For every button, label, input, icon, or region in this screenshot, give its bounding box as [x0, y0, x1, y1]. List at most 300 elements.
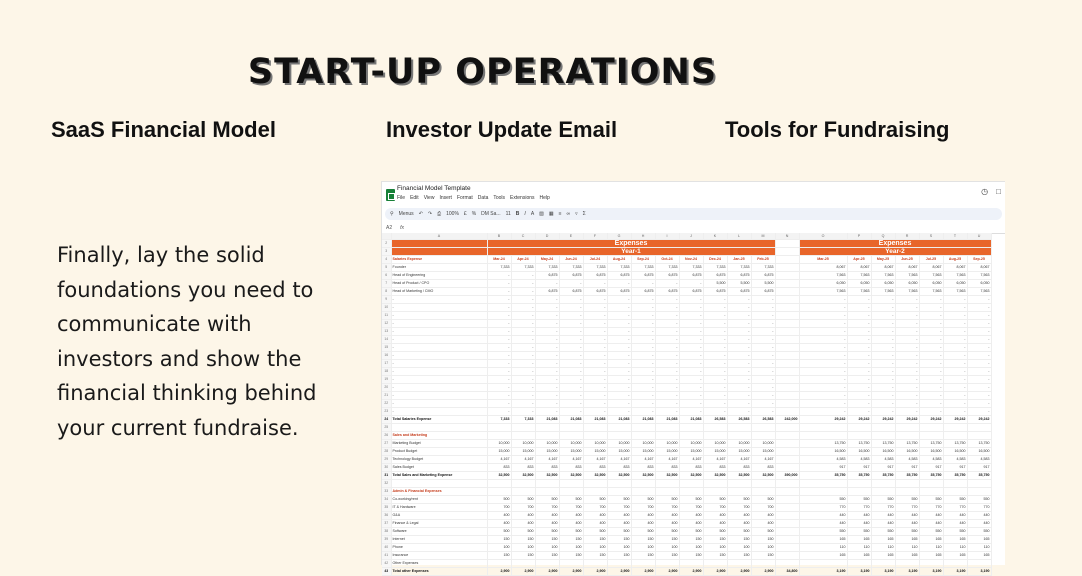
- cell[interactable]: 550: [847, 496, 871, 504]
- cell[interactable]: -: [919, 336, 943, 344]
- cell[interactable]: 7,563: [871, 288, 895, 296]
- cell[interactable]: -: [487, 376, 511, 384]
- cell[interactable]: [679, 432, 703, 440]
- table-row[interactable]: [382, 368, 991, 376]
- cell[interactable]: Jan-25: [727, 256, 751, 264]
- cell[interactable]: -: [631, 368, 655, 376]
- cell[interactable]: 16,500: [871, 448, 895, 456]
- cell[interactable]: 165: [919, 536, 943, 544]
- cell[interactable]: 150: [583, 536, 607, 544]
- column-header[interactable]: U: [967, 233, 991, 240]
- cell[interactable]: 500: [583, 496, 607, 504]
- cell[interactable]: 10,000: [559, 440, 583, 448]
- cell[interactable]: 2,900: [607, 568, 631, 576]
- cell[interactable]: -: [799, 344, 847, 352]
- cell[interactable]: [655, 488, 679, 496]
- cell[interactable]: Jun-25: [895, 256, 919, 264]
- table-row[interactable]: [382, 424, 991, 432]
- cell[interactable]: 150: [535, 552, 559, 560]
- cell[interactable]: -: [583, 392, 607, 400]
- filter-icon[interactable]: ▿: [575, 211, 578, 217]
- cell[interactable]: -: [967, 328, 991, 336]
- cell[interactable]: -: [631, 296, 655, 304]
- cell[interactable]: [775, 248, 799, 256]
- cell[interactable]: -: [511, 312, 535, 320]
- cell[interactable]: -: [511, 320, 535, 328]
- row-number[interactable]: 25: [382, 424, 391, 432]
- row-label[interactable]: Insurance: [391, 552, 487, 560]
- row-number[interactable]: 10: [382, 304, 391, 312]
- cell[interactable]: -: [727, 320, 751, 328]
- cell[interactable]: 150: [751, 536, 775, 544]
- column-header[interactable]: R: [895, 233, 919, 240]
- cell[interactable]: 15,000: [631, 448, 655, 456]
- cell[interactable]: [967, 432, 991, 440]
- cell[interactable]: 917: [919, 464, 943, 472]
- cell[interactable]: -: [943, 408, 967, 416]
- cell[interactable]: -: [799, 296, 847, 304]
- cell[interactable]: 3,190: [871, 568, 895, 576]
- cell[interactable]: -: [559, 376, 583, 384]
- cell[interactable]: 7,563: [919, 288, 943, 296]
- cell[interactable]: [871, 424, 895, 432]
- cell[interactable]: -: [631, 408, 655, 416]
- row-label[interactable]: -: [391, 352, 487, 360]
- column-header[interactable]: I: [655, 233, 679, 240]
- text-color-icon[interactable]: A: [530, 211, 535, 217]
- cell[interactable]: -: [631, 392, 655, 400]
- align-icon[interactable]: ≡: [558, 211, 562, 217]
- cell[interactable]: -: [583, 320, 607, 328]
- cell[interactable]: 5,500: [751, 280, 775, 288]
- cell[interactable]: 21,083: [679, 416, 703, 424]
- row-number[interactable]: 11: [382, 312, 391, 320]
- cell[interactable]: -: [535, 360, 559, 368]
- cell[interactable]: 400: [703, 512, 727, 520]
- cell[interactable]: Aug-25: [943, 256, 967, 264]
- column-header[interactable]: L: [727, 233, 751, 240]
- cell[interactable]: -: [919, 408, 943, 416]
- sum-icon[interactable]: Σ: [582, 211, 586, 217]
- cell[interactable]: -: [703, 312, 727, 320]
- cell[interactable]: 400: [679, 512, 703, 520]
- cell[interactable]: -: [895, 336, 919, 344]
- cell[interactable]: 700: [511, 504, 535, 512]
- cell[interactable]: 833: [559, 464, 583, 472]
- cell[interactable]: 10,000: [703, 440, 727, 448]
- cell[interactable]: -: [799, 376, 847, 384]
- cell[interactable]: 8,067: [895, 264, 919, 272]
- row-label[interactable]: Other Expenses: [391, 560, 487, 568]
- cell[interactable]: [583, 560, 607, 568]
- cell[interactable]: 165: [847, 552, 871, 560]
- cell[interactable]: -: [751, 360, 775, 368]
- cell[interactable]: 7,563: [919, 272, 943, 280]
- cell[interactable]: [775, 488, 799, 496]
- cell[interactable]: -: [751, 304, 775, 312]
- cell[interactable]: -: [487, 344, 511, 352]
- cell[interactable]: 500: [511, 528, 535, 536]
- cell[interactable]: [895, 424, 919, 432]
- cell[interactable]: 440: [799, 512, 847, 520]
- cell[interactable]: 150: [703, 552, 727, 560]
- cell[interactable]: 150: [655, 536, 679, 544]
- cell[interactable]: -: [895, 344, 919, 352]
- cell[interactable]: 833: [751, 464, 775, 472]
- cell[interactable]: 110: [919, 544, 943, 552]
- cell[interactable]: -: [799, 328, 847, 336]
- row-number[interactable]: 21: [382, 392, 391, 400]
- cell[interactable]: -: [583, 344, 607, 352]
- column-header[interactable]: T: [943, 233, 967, 240]
- cell[interactable]: -: [847, 344, 871, 352]
- cell[interactable]: 7,563: [967, 288, 991, 296]
- cell[interactable]: -: [799, 368, 847, 376]
- column-header[interactable]: K: [703, 233, 727, 240]
- cell[interactable]: -: [607, 336, 631, 344]
- cell[interactable]: -: [487, 296, 511, 304]
- cell[interactable]: [607, 560, 631, 568]
- column-header[interactable]: F: [583, 233, 607, 240]
- cell[interactable]: [631, 560, 655, 568]
- cell[interactable]: 10,000: [583, 440, 607, 448]
- cell[interactable]: -: [655, 376, 679, 384]
- cell[interactable]: 833: [511, 464, 535, 472]
- cell[interactable]: -: [535, 392, 559, 400]
- cell[interactable]: [535, 480, 559, 488]
- cell[interactable]: -: [631, 384, 655, 392]
- cell[interactable]: 440: [943, 512, 967, 520]
- table-row[interactable]: [382, 536, 991, 544]
- cell[interactable]: -: [511, 304, 535, 312]
- cell[interactable]: -: [631, 304, 655, 312]
- cell[interactable]: 7,333: [679, 264, 703, 272]
- cell[interactable]: -: [487, 368, 511, 376]
- cell[interactable]: -: [967, 408, 991, 416]
- row-label[interactable]: Admin & Financial Expenses: [391, 488, 487, 496]
- cell[interactable]: -: [559, 336, 583, 344]
- column-header[interactable]: E: [559, 233, 583, 240]
- column-header[interactable]: C: [511, 233, 535, 240]
- cell[interactable]: 6,875: [727, 272, 751, 280]
- cell[interactable]: [919, 424, 943, 432]
- cell[interactable]: -: [559, 296, 583, 304]
- cell[interactable]: -: [871, 376, 895, 384]
- cell[interactable]: 6,875: [679, 288, 703, 296]
- font-size-input[interactable]: 11: [505, 211, 511, 217]
- cell[interactable]: -: [895, 352, 919, 360]
- table-row[interactable]: [382, 512, 991, 520]
- cell[interactable]: 35,750: [895, 472, 919, 480]
- cell[interactable]: 6,875: [727, 288, 751, 296]
- cell[interactable]: 700: [535, 504, 559, 512]
- cell[interactable]: 13,750: [871, 440, 895, 448]
- cell[interactable]: -: [511, 392, 535, 400]
- cell[interactable]: [559, 480, 583, 488]
- cell[interactable]: 6,875: [655, 272, 679, 280]
- cell[interactable]: 440: [799, 520, 847, 528]
- cell[interactable]: -: [559, 328, 583, 336]
- cell[interactable]: -: [607, 320, 631, 328]
- cell[interactable]: 6,875: [679, 272, 703, 280]
- cell[interactable]: [847, 424, 871, 432]
- cell[interactable]: [487, 424, 511, 432]
- cell[interactable]: -: [631, 336, 655, 344]
- cell[interactable]: 500: [655, 528, 679, 536]
- cell[interactable]: 15,000: [607, 448, 631, 456]
- cell[interactable]: 10,000: [487, 440, 511, 448]
- row-number[interactable]: 20: [382, 384, 391, 392]
- year1-header[interactable]: Year-1: [487, 248, 775, 256]
- cell[interactable]: -: [943, 392, 967, 400]
- cell[interactable]: [799, 424, 847, 432]
- cell[interactable]: 15,000: [583, 448, 607, 456]
- cell[interactable]: -: [847, 408, 871, 416]
- cell[interactable]: 500: [511, 496, 535, 504]
- column-header[interactable]: O: [799, 233, 847, 240]
- cell[interactable]: 7,333: [535, 264, 559, 272]
- cell[interactable]: -: [607, 376, 631, 384]
- cell[interactable]: 2,900: [679, 568, 703, 576]
- cell[interactable]: 150: [559, 552, 583, 560]
- row-label[interactable]: Head of Marketing / CMO: [391, 288, 487, 296]
- cell[interactable]: -: [751, 344, 775, 352]
- total-cell[interactable]: [775, 536, 799, 544]
- cell[interactable]: 21,083: [655, 416, 679, 424]
- cell[interactable]: 700: [559, 504, 583, 512]
- cell[interactable]: 7,563: [967, 272, 991, 280]
- cell[interactable]: [727, 560, 751, 568]
- cell[interactable]: 10,000: [727, 440, 751, 448]
- row-label[interactable]: -: [391, 296, 487, 304]
- cell[interactable]: [895, 488, 919, 496]
- cell[interactable]: -: [535, 352, 559, 360]
- cell[interactable]: 8,067: [847, 264, 871, 272]
- cell[interactable]: 100: [535, 544, 559, 552]
- row-label[interactable]: Sales Budget: [391, 464, 487, 472]
- cell[interactable]: -: [751, 336, 775, 344]
- cell[interactable]: 400: [583, 520, 607, 528]
- cell[interactable]: 21,083: [559, 416, 583, 424]
- cell[interactable]: 550: [967, 496, 991, 504]
- cell[interactable]: 400: [631, 512, 655, 520]
- cell[interactable]: 2,900: [487, 568, 511, 576]
- cell[interactable]: -: [847, 400, 871, 408]
- table-row[interactable]: [382, 256, 991, 264]
- row-label[interactable]: -: [391, 400, 487, 408]
- cell[interactable]: [895, 480, 919, 488]
- cell[interactable]: -: [703, 360, 727, 368]
- table-row[interactable]: [382, 360, 991, 368]
- total-cell[interactable]: [775, 520, 799, 528]
- cell[interactable]: 7,563: [943, 272, 967, 280]
- table-row[interactable]: [382, 560, 991, 568]
- menu-tools[interactable]: Tools: [493, 195, 506, 201]
- cell[interactable]: [535, 488, 559, 496]
- cell[interactable]: [847, 488, 871, 496]
- cell[interactable]: [631, 480, 655, 488]
- cell[interactable]: -: [799, 320, 847, 328]
- cell[interactable]: -: [967, 296, 991, 304]
- row-number[interactable]: 36: [382, 512, 391, 520]
- cell[interactable]: 6,050: [919, 280, 943, 288]
- cell[interactable]: -: [535, 368, 559, 376]
- cell[interactable]: [895, 432, 919, 440]
- cell[interactable]: 10,000: [511, 440, 535, 448]
- cell[interactable]: -: [607, 344, 631, 352]
- table-row[interactable]: [382, 488, 991, 496]
- cell[interactable]: 16,500: [895, 448, 919, 456]
- cell[interactable]: 100: [559, 544, 583, 552]
- cell[interactable]: -: [967, 376, 991, 384]
- cell[interactable]: -: [943, 352, 967, 360]
- cell[interactable]: [775, 368, 799, 376]
- cell[interactable]: -: [967, 392, 991, 400]
- cell[interactable]: 550: [895, 528, 919, 536]
- row-label[interactable]: -: [391, 304, 487, 312]
- cell[interactable]: [775, 320, 799, 328]
- row-label[interactable]: Salaries Expense: [391, 256, 487, 264]
- total-cell[interactable]: [775, 528, 799, 536]
- row-label[interactable]: -: [391, 312, 487, 320]
- cell[interactable]: -: [895, 392, 919, 400]
- cell[interactable]: [895, 560, 919, 568]
- cell[interactable]: 165: [799, 536, 847, 544]
- cell[interactable]: -: [751, 368, 775, 376]
- cell[interactable]: [847, 560, 871, 568]
- table-row[interactable]: [382, 520, 991, 528]
- cell[interactable]: -: [919, 368, 943, 376]
- cell[interactable]: -: [799, 400, 847, 408]
- cell[interactable]: -: [511, 376, 535, 384]
- cell[interactable]: 32,500: [583, 472, 607, 480]
- cell[interactable]: -: [727, 304, 751, 312]
- cell[interactable]: -: [967, 320, 991, 328]
- cell[interactable]: 35,750: [919, 472, 943, 480]
- cell[interactable]: [775, 296, 799, 304]
- cell[interactable]: [775, 408, 799, 416]
- cell[interactable]: 700: [583, 504, 607, 512]
- row-label[interactable]: G&A: [391, 512, 487, 520]
- print-icon[interactable]: ⎙: [437, 211, 442, 217]
- table-row[interactable]: [382, 384, 991, 392]
- cell[interactable]: 6,875: [751, 272, 775, 280]
- cell[interactable]: -: [535, 408, 559, 416]
- cell[interactable]: -: [679, 328, 703, 336]
- cell[interactable]: -: [751, 376, 775, 384]
- cell[interactable]: 26,583: [727, 416, 751, 424]
- row-number[interactable]: 9: [382, 296, 391, 304]
- cell[interactable]: 165: [895, 552, 919, 560]
- cell[interactable]: 7,333: [751, 264, 775, 272]
- cell[interactable]: [727, 424, 751, 432]
- cell[interactable]: -: [919, 344, 943, 352]
- column-header[interactable]: N: [775, 233, 799, 240]
- cell[interactable]: -: [919, 296, 943, 304]
- cell[interactable]: 165: [943, 536, 967, 544]
- cell[interactable]: 35,750: [967, 472, 991, 480]
- cell[interactable]: -: [655, 312, 679, 320]
- cell[interactable]: -: [799, 312, 847, 320]
- cell[interactable]: -: [607, 352, 631, 360]
- total-cell[interactable]: [775, 560, 799, 568]
- cell[interactable]: 10,000: [751, 440, 775, 448]
- cell[interactable]: 15,000: [487, 448, 511, 456]
- cell[interactable]: [919, 432, 943, 440]
- column-header[interactable]: S: [919, 233, 943, 240]
- cell[interactable]: -: [943, 328, 967, 336]
- cell[interactable]: -: [751, 296, 775, 304]
- cell[interactable]: 150: [703, 536, 727, 544]
- row-label[interactable]: -: [391, 344, 487, 352]
- cell[interactable]: -: [535, 328, 559, 336]
- cell[interactable]: 165: [871, 552, 895, 560]
- cell[interactable]: -: [535, 344, 559, 352]
- cell[interactable]: [631, 424, 655, 432]
- row-label[interactable]: Software: [391, 528, 487, 536]
- row-number[interactable]: 7: [382, 280, 391, 288]
- cell[interactable]: -: [967, 368, 991, 376]
- cell[interactable]: -: [871, 304, 895, 312]
- cell[interactable]: -: [871, 408, 895, 416]
- table-row[interactable]: [382, 416, 991, 424]
- cell[interactable]: 150: [679, 536, 703, 544]
- cell[interactable]: -: [487, 312, 511, 320]
- cell[interactable]: -: [607, 280, 631, 288]
- cell[interactable]: 21,083: [535, 416, 559, 424]
- cell[interactable]: -: [871, 320, 895, 328]
- row-number[interactable]: 6: [382, 272, 391, 280]
- total-cell[interactable]: 34,800: [775, 568, 799, 576]
- cell[interactable]: [751, 424, 775, 432]
- cell[interactable]: -: [535, 336, 559, 344]
- cell[interactable]: [511, 424, 535, 432]
- cell[interactable]: -: [559, 352, 583, 360]
- cell[interactable]: 550: [943, 528, 967, 536]
- row-label[interactable]: Finance & Legal: [391, 520, 487, 528]
- cell[interactable]: 7,333: [631, 264, 655, 272]
- cell[interactable]: -: [703, 320, 727, 328]
- cell[interactable]: -: [847, 368, 871, 376]
- table-row[interactable]: [382, 496, 991, 504]
- cell[interactable]: -: [535, 296, 559, 304]
- cell[interactable]: 150: [727, 552, 751, 560]
- cell[interactable]: -: [895, 360, 919, 368]
- cell[interactable]: 440: [967, 520, 991, 528]
- cell[interactable]: -: [847, 304, 871, 312]
- cell[interactable]: -: [583, 352, 607, 360]
- expenses-header-year2[interactable]: Expenses: [799, 240, 991, 248]
- cell[interactable]: [775, 424, 799, 432]
- comment-icon[interactable]: □: [996, 187, 1001, 196]
- cell[interactable]: 4,583: [919, 456, 943, 464]
- cell[interactable]: 7,563: [799, 272, 847, 280]
- table-row[interactable]: [382, 456, 991, 464]
- sheet-grid[interactable]: [382, 233, 1082, 576]
- table-row[interactable]: [382, 288, 991, 296]
- cell[interactable]: 917: [943, 464, 967, 472]
- row-number[interactable]: 29: [382, 456, 391, 464]
- cell[interactable]: -: [511, 272, 535, 280]
- cell[interactable]: 550: [799, 496, 847, 504]
- cell[interactable]: [775, 384, 799, 392]
- cell[interactable]: -: [919, 384, 943, 392]
- cell[interactable]: 833: [535, 464, 559, 472]
- cell[interactable]: -: [895, 320, 919, 328]
- cell[interactable]: -: [535, 384, 559, 392]
- cell[interactable]: 500: [631, 528, 655, 536]
- cell[interactable]: 400: [655, 520, 679, 528]
